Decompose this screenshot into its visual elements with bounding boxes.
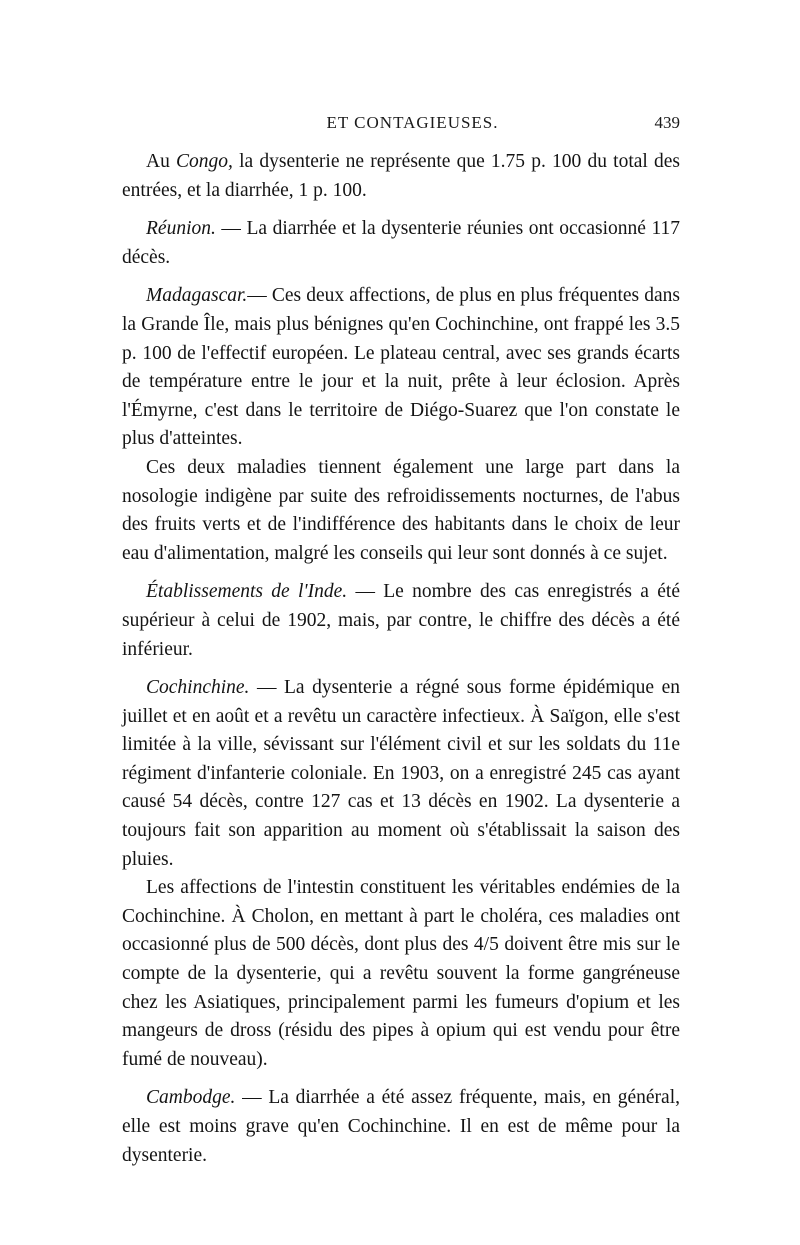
paragraph-cambodge: [122, 1084, 680, 1170]
running-title: ET CONTAGIEUSES.: [326, 113, 499, 132]
paragraph-lead: Au: [146, 151, 177, 172]
paragraph-text: — Le nombre des cas enregistrés a été supérieur à celui de 1902, mais, par contre, le chiffre des décès a été inférieur.: [122, 581, 681, 660]
paragraph-cochinchine: [122, 674, 680, 874]
body-text: [122, 148, 680, 1170]
paragraph-text: Les affections de l'intestin constituent les véritables endémies de la Cochinchine. À Cholon, en mettant à part le choléra, ces maladies ont occasionné plus de 500 décès, dont plus des 4/5 doivent être mis sur le compte de la dysenterie, qui a revêtu souvent la forme gangréneuse chez les Asiatiques, principalement parmi les fumeurs d'opium et les mangeurs de dross (résidu des pipes à opium qui est vendu pour être fumé de nouveau).: [122, 877, 680, 1070]
paragraph-cochinchine-continued: [122, 874, 680, 1074]
place-name-madagascar: Madagascar.: [146, 285, 248, 307]
paragraph-inde: [122, 578, 680, 664]
page-number: 439: [654, 113, 680, 132]
paragraph-reunion: [122, 215, 680, 272]
paragraph-text: la dysenterie ne représente que 1.75 p. 100 du total des entrées, et la diarrhée, 1 p. 100.: [122, 151, 681, 201]
paragraph-text: Ces deux maladies tiennent également une large part dans la nosologie indigène par suite des refroidissements nocturnes, de l'abus des fruits verts et de l'indifférence des habitants dans le choix de leur eau d'alimentation, malgré les conseils qui leur sont donnés à ce sujet.: [122, 456, 680, 564]
place-name-cambodge: Cambodge.: [146, 1087, 236, 1109]
place-name-congo: Congo,: [176, 151, 233, 172]
paragraph-text: — La dysenterie a régné sous forme épidémique en juillet et en août et a revêtu un caractère infectieux. À Saïgon, elle s'est limitée à la ville, sévissant sur l'élément civil et sur les soldats du 11e régiment d'infanterie coloniale. En 1903, on a enregistré 245 cas ayant causé 54 décès, contre 127 cas et 13 décès en 1902. La dysenterie a toujours fait son apparition au moment où s'établissait la saison des pluies.: [122, 677, 680, 870]
paragraph-text: — La diarrhée a été assez fréquente, mais, en général, elle est moins grave qu'en Cochinchine. Il en est de même pour la dysenterie.: [122, 1087, 680, 1166]
place-name-inde: Établissements de l'Inde.: [146, 581, 348, 603]
paragraph-text: — La diarrhée et la dysenterie réunies ont occasionné 117 décès.: [122, 218, 680, 268]
paragraph-madagascar-continued: [122, 454, 680, 568]
place-name-reunion: Réunion.: [146, 218, 216, 240]
page-header: [145, 113, 680, 139]
place-name-cochinchine: Cochinchine.: [146, 677, 250, 699]
paragraph-madagascar: [122, 282, 680, 454]
paragraph-congo: [122, 148, 680, 205]
paragraph-text: — Ces deux affections, de plus en plus fréquentes dans la Grande Île, mais plus bénignes qu'en Cochinchine, ont frappé les 3.5 p. 100 de l'effectif européen. Le plateau central, avec ses grands écarts de température entre le jour et la nuit, prête à leur éclosion. Après l'Émyrne, c'est dans le territoire de Diégo-Suarez que l'on constate le plus d'atteintes.: [122, 285, 680, 450]
